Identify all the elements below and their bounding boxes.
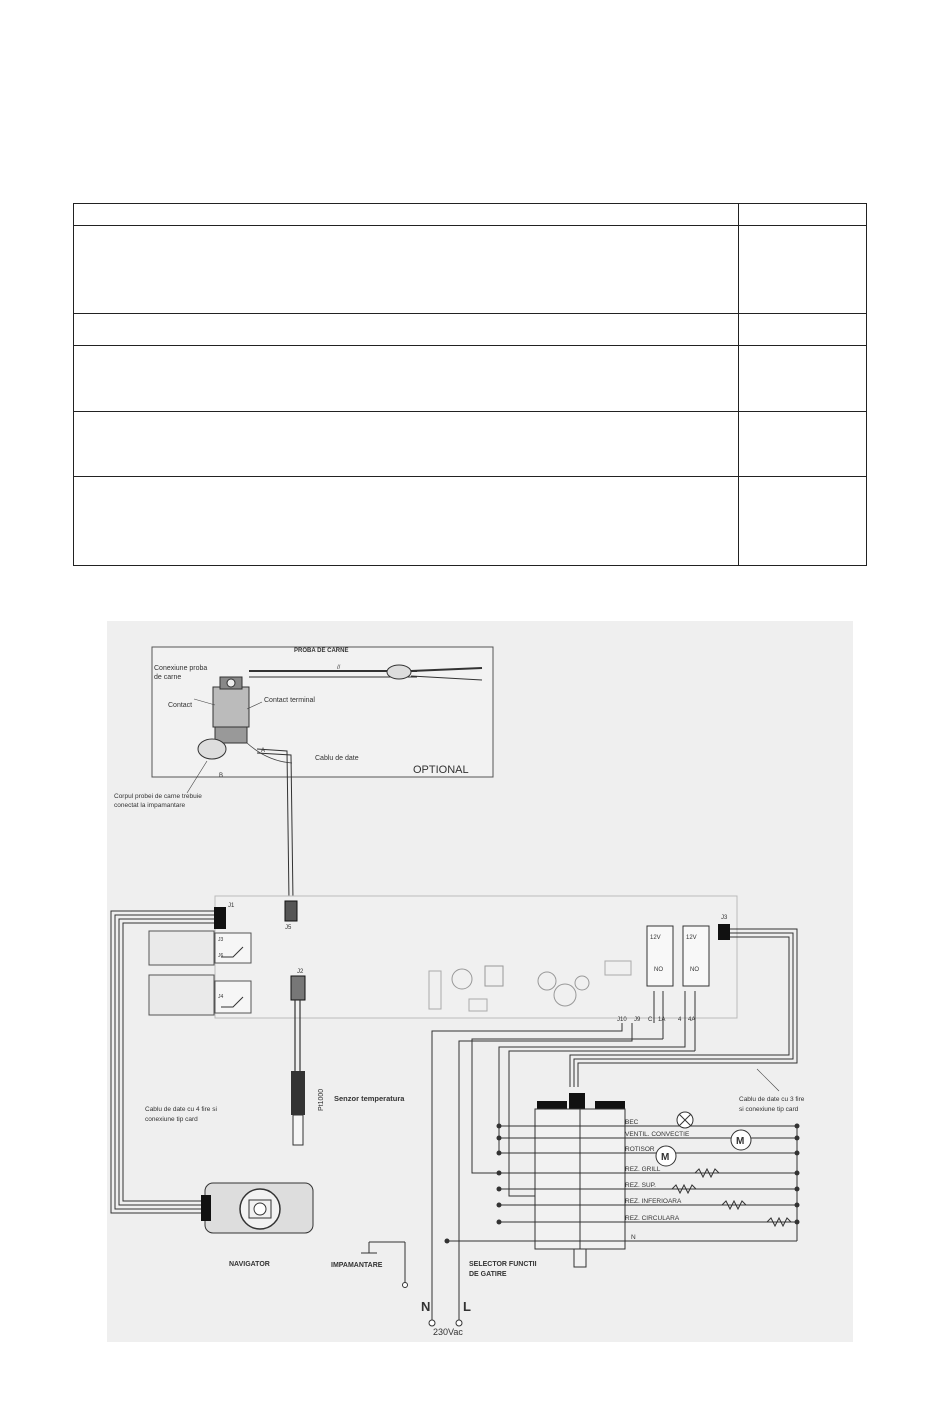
navigator [201, 1183, 313, 1233]
j4-label: J4 [218, 994, 224, 1000]
relay-2-rating: 12V [686, 935, 697, 941]
table-row [74, 226, 867, 314]
relay-2-type: NO [690, 967, 699, 973]
cable-3-label-2: si conexiune tip card [739, 1106, 799, 1113]
ground-note-1: Corpul probei de carne trebuie [114, 793, 202, 800]
relay-1-type: NO [654, 967, 663, 973]
l-label: L [463, 1299, 471, 1314]
selector-label-2: DE GATIRE [469, 1271, 507, 1278]
point-a: A [261, 748, 266, 754]
load-label: ROTISOR [625, 1146, 655, 1153]
table-cell-label [74, 226, 739, 314]
connector-label-1: Conexiune proba [154, 665, 208, 672]
rotisserie-motor-symbol [656, 1146, 676, 1166]
cable-4-label-2: conexiune tip card [145, 1116, 198, 1123]
probe-title: PROBA DE CARNE [294, 648, 349, 654]
load-label: REZ. GRILL [625, 1166, 661, 1173]
relay-1-rating: 12V [650, 935, 661, 941]
load-label: VENTIL. CONVECTIE [625, 1131, 690, 1138]
j1-connector [214, 907, 226, 929]
contact-terminal-label: Contact terminal [264, 697, 315, 704]
optional-label: OPTIONAL [413, 764, 469, 776]
table-cell-label [74, 346, 739, 412]
terminal-1a: 1A [658, 1017, 666, 1023]
table-row [74, 314, 867, 346]
fan-motor-symbol [731, 1130, 751, 1150]
sensor-label: Senzor temperatura [334, 1094, 405, 1103]
lamp-symbol [677, 1112, 693, 1128]
j2-label: J2 [297, 969, 304, 975]
table-cell-value [739, 477, 867, 566]
svg-text:M: M [661, 1152, 670, 1163]
terminal-4a: 4A [688, 1017, 696, 1023]
n-label: N [421, 1299, 431, 1314]
earth-label: IMPAMANTARE [331, 1262, 383, 1269]
j3-sub-label: J3 [218, 937, 224, 943]
table-cell-label [74, 412, 739, 477]
svg-text:M: M [736, 1136, 745, 1147]
table-cell-value [739, 314, 867, 346]
ground-note-2: conectat la impamantare [114, 802, 186, 809]
voltage-label: 230Vac [433, 1327, 463, 1337]
terminal-c: C [648, 1017, 653, 1023]
terminal-j9: J9 [634, 1017, 641, 1023]
control-board [149, 896, 737, 1023]
wiring-diagram [107, 621, 853, 1342]
j6-label: J6 [218, 953, 224, 959]
table-row [74, 477, 867, 566]
table-row [74, 204, 867, 226]
table-cell-value [739, 226, 867, 314]
wiring-diagram-svg [107, 621, 853, 1342]
table-cell-label [74, 204, 739, 226]
data-cable-label: Cablu de date [315, 755, 359, 762]
spec-table [73, 203, 867, 566]
j3-label: J3 [721, 915, 728, 921]
cable-4-label-1: Cablu de date cu 4 fire si [145, 1106, 217, 1113]
connector-label-2: de carne [154, 674, 182, 681]
terminal-j10: J10 [617, 1017, 627, 1023]
point-b: B [219, 773, 224, 779]
contact-label: Contact [168, 702, 193, 709]
navigator-label: NAVIGATOR [229, 1261, 270, 1268]
table-cell-label [74, 477, 739, 566]
sensor-code: Pt1000 [318, 1088, 325, 1111]
table-cell-value [739, 204, 867, 226]
cable-3-label-1: Cablu de date cu 3 fire [739, 1096, 805, 1103]
probe-break-mark: // [337, 665, 341, 671]
load-label: BEC [625, 1119, 639, 1126]
load-label: REZ. CIRCULARA [625, 1215, 680, 1222]
table-row [74, 412, 867, 477]
table-cell-label [74, 314, 739, 346]
load-label: REZ. SUP. [625, 1182, 656, 1189]
j5-label: J5 [285, 925, 292, 931]
probe-box [152, 647, 493, 779]
table-cell-value [739, 346, 867, 412]
table-cell-value [739, 412, 867, 477]
neutral-tap-label: N [631, 1234, 636, 1241]
table-row [74, 346, 867, 412]
j1-label: J1 [228, 903, 235, 909]
selector-label-1: SELECTOR FUNCTII [469, 1261, 537, 1268]
terminal-4: 4 [678, 1017, 682, 1023]
load-label: REZ. INFERIOARA [625, 1198, 682, 1205]
